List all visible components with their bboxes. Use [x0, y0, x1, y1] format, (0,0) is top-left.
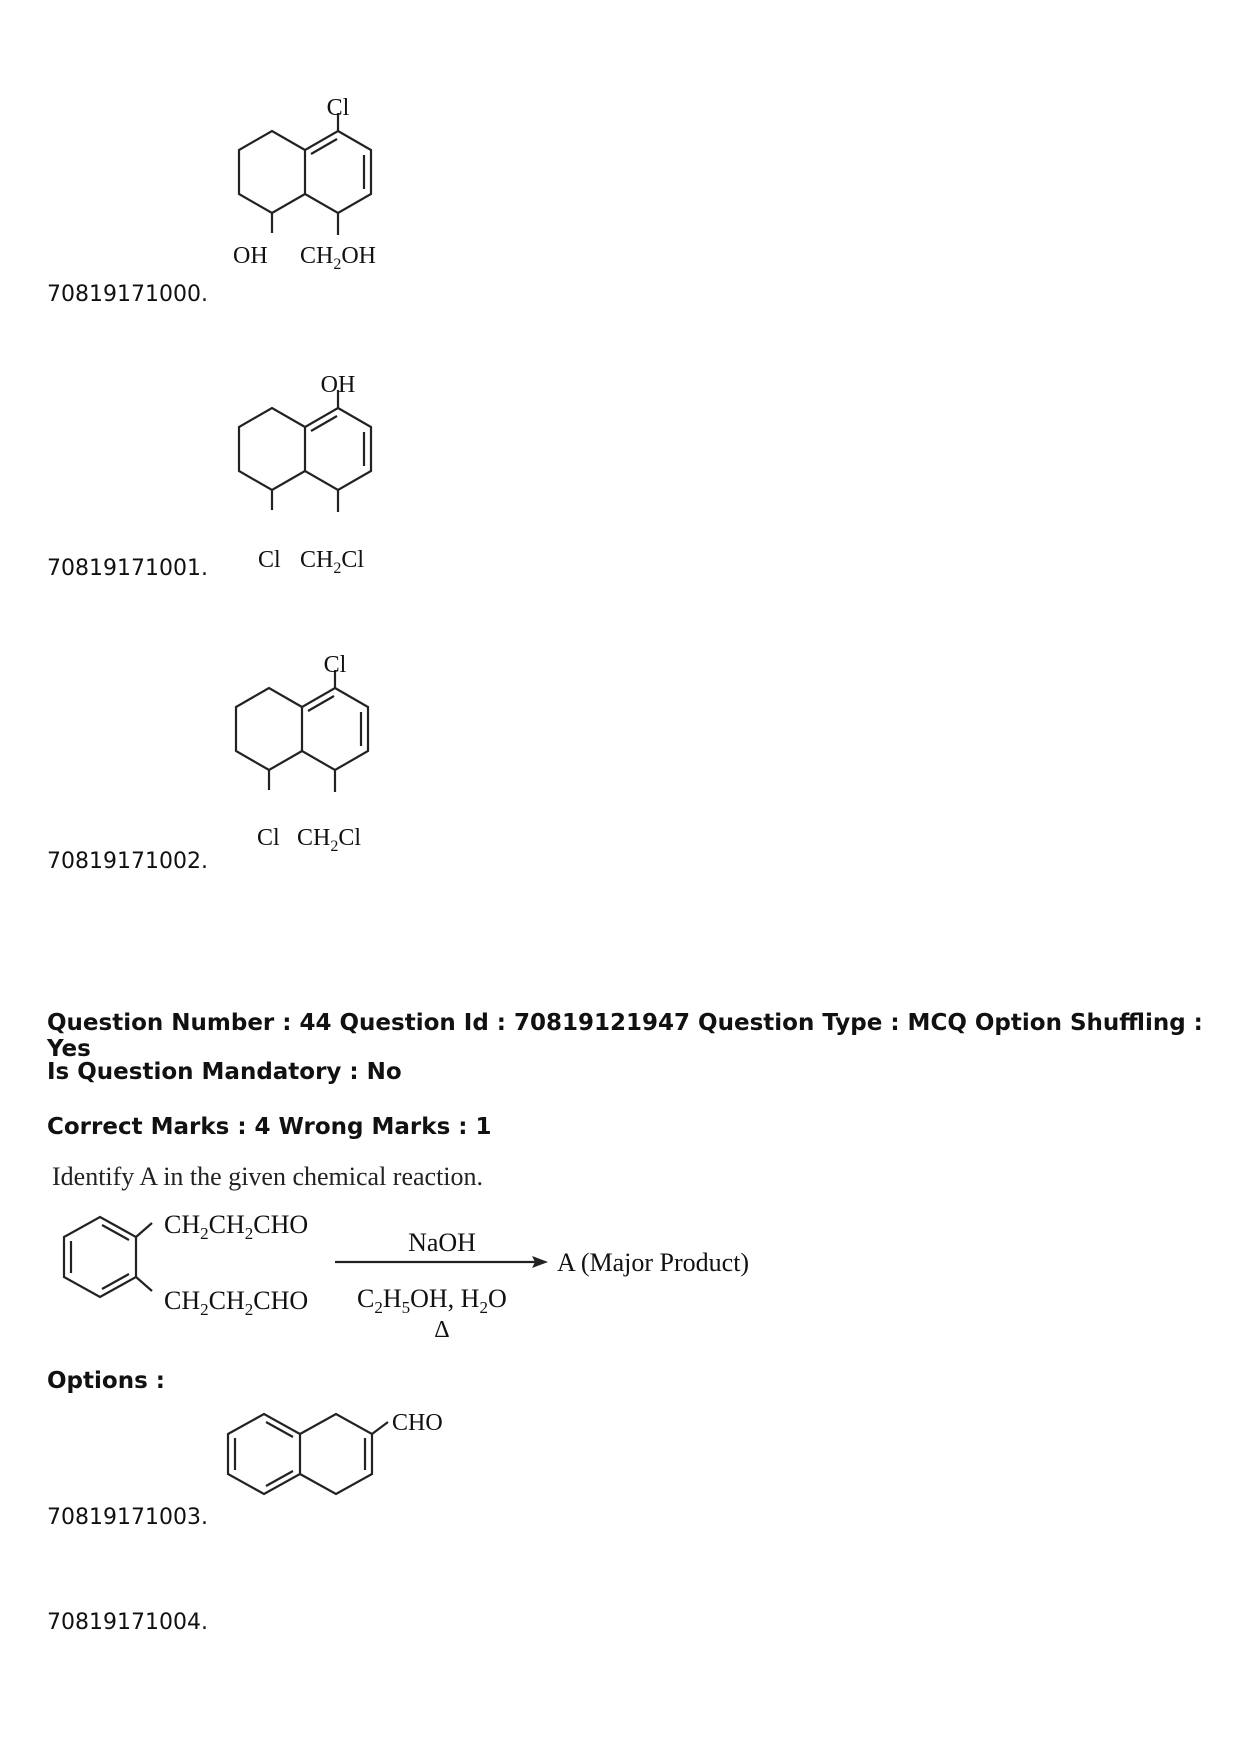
ring-substituent-label: OH: [233, 243, 268, 269]
top-substituent-label: OH: [320, 372, 356, 398]
option-structure-diagram: [225, 372, 465, 582]
option-id: 70819171003.: [47, 1505, 208, 1530]
option-id: 70819171000.: [47, 282, 208, 307]
option-structure-diagram: [222, 652, 462, 862]
option-id: 70819171004.: [47, 1610, 208, 1635]
question-marks: Correct Marks : 4 Wrong Marks : 1: [47, 1114, 492, 1140]
option-id: 70819171002.: [47, 849, 208, 874]
side-chain-label: $CH_2OH$: [300, 243, 377, 273]
ring-substituent-label: Cl: [257, 825, 280, 851]
question-prompt: Identify A in the given chemical reaction.: [52, 1162, 484, 1191]
question-header: Question Number : 44 Question Id : 70819121947 Question Type : MCQ Option Shuffling : Yes: [47, 1010, 1203, 1062]
options-label: Options :: [47, 1368, 165, 1394]
reagent-top: NaOH: [408, 1228, 476, 1257]
reaction-scheme: [52, 1205, 792, 1365]
reactant-top-chain: $CH_2CH_2CHO$: [164, 1210, 309, 1243]
top-substituent-label: Cl: [326, 95, 350, 121]
reactant-bottom-chain: $CH_2CH_2CHO$: [164, 1286, 309, 1319]
option-substituent-label: CHO: [392, 1410, 443, 1436]
ring-substituent-label: Cl: [258, 547, 281, 573]
side-chain-label: $CH_2Cl$: [297, 825, 362, 855]
reaction-product: A (Major Product): [557, 1248, 750, 1277]
option-structure-diagram: [225, 95, 465, 305]
reagent-bottom: $C_2H_5OH$, $H_2O$: [357, 1284, 507, 1317]
side-chain-label: $CH_2Cl$: [300, 547, 365, 577]
top-substituent-label: Cl: [323, 652, 347, 678]
question-mandatory: Is Question Mandatory : No: [47, 1059, 402, 1085]
option-structure-diagram: [222, 1400, 482, 1540]
reaction-condition: Δ: [434, 1317, 450, 1343]
option-id: 70819171001.: [47, 556, 208, 581]
